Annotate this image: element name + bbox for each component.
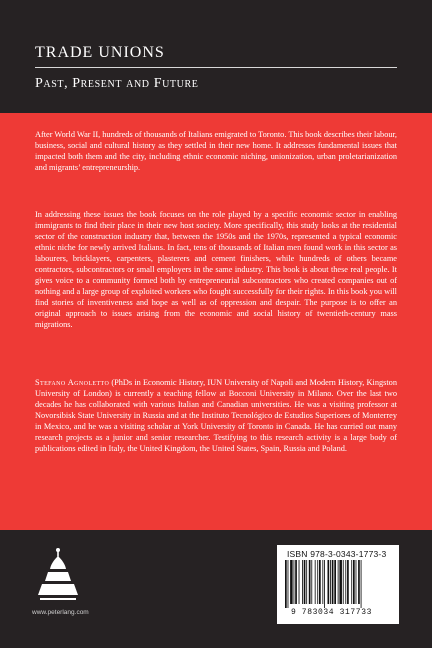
barcode-bar (361, 560, 362, 608)
series-title: TRADE UNIONS (35, 44, 165, 61)
barcode-bar (347, 560, 349, 604)
author-bio (35, 377, 397, 454)
barcode-bar (322, 560, 323, 604)
barcode-bar (332, 560, 334, 604)
isbn-label: ISBN 978-3-0343-1773-3 (287, 549, 387, 559)
author-bio-text: (PhDs in Economic History, IUN University of Napoli and Modern History, Kingston University of London) is currently a teaching fellow at Bocconi University in Milano. Over the last two decades he has collaborated with various Italian and Canadian universities. He was a visiting professor at Novorsibisk State University in Russia and at the Instituto Tecnológico de Estudios Superiores of Monterrey in Mexico, and he was a visiting scholar at York University of Toronto in Canada. He has carried out many research projects as a junior and senior researcher. Testifying to this research activity is a large body of publications edited in Italy, the United Kingdom, the United States, Spain, Russia and Poland. (35, 378, 397, 453)
barcode-bar (339, 560, 342, 604)
blurb-panel (0, 113, 432, 530)
barcode-bar (356, 560, 357, 604)
author-name: Stefano Agnoletto (35, 378, 110, 387)
barcode-bar (288, 560, 289, 608)
barcode-digits: 9 783034 317733 (291, 608, 373, 617)
barcode-bar (358, 560, 360, 604)
barcode-bar (299, 560, 300, 604)
barcode-bar (345, 560, 346, 604)
barcode-bar (353, 560, 355, 604)
barcode-bar (334, 560, 336, 604)
barcode-bar (330, 560, 331, 604)
barcode-icon (285, 560, 391, 608)
barcode-bar (295, 560, 297, 604)
publisher-website[interactable]: www.peterlang.com (32, 609, 89, 616)
isbn-barcode-block (277, 545, 399, 624)
barcode-bar (302, 560, 303, 604)
barcode-bar (306, 560, 307, 604)
barcode-bar (294, 560, 295, 604)
peter-lang-logo (36, 544, 80, 612)
series-header (0, 0, 432, 96)
barcode-bar (309, 560, 311, 604)
barcode-bar (290, 560, 293, 604)
barcode-bar (328, 560, 330, 604)
series-subtitle: Past, Present and Future (35, 76, 199, 91)
barcode-bar (317, 560, 318, 604)
barcode-bar (343, 560, 344, 604)
barcode-bar (304, 560, 306, 604)
title-divider (35, 67, 397, 68)
barcode-bar (351, 560, 352, 604)
blurb-paragraph-1: After World War II, hundreds of thousands of Italians emigrated to Toronto. This book describes their labour, business, social and cultural history as they settled in their new home. It addresses fundamental issues that impacted both them and the city, including ethnic economic niching, unionization, urban proletarianization and migrants’ entrepreneurship. (35, 130, 397, 172)
barcode-bar (311, 560, 312, 604)
barcode-bar (324, 560, 325, 608)
barcode-bar (338, 560, 339, 604)
barcode-bar (315, 560, 316, 604)
back-cover-footer (0, 530, 432, 648)
barcode-bar (319, 560, 321, 604)
blurb-paragraph-2: In addressing these issues the book focuses on the role played by a specific economic sector in enabling immigrants to find their place in their new host society. More specifically, this study looks at the residential sector of the construction industry that, between the 1950s and the 1970s, represented a typical economic ethnic niche for newly arrived Italians. In fact, tens of thousands of Italian men found work in this sector as labourers, bricklayers, carpenters, plasterers and cement finishers, while hundreds of others became contractors, subcontractors or small employers in the same industry. This book is about these real people. It gives voice to a community formed both by entrepreneurial subcontractors who created companies out of nothing and a large group of exploited workers who fought successfully for their rights. In this book you will find stories of inventiveness and hope as well as of oppression and despair. The purpose is to offer an original approach to issues arising from the economic and social history of twentieth-century mass migrations. (35, 210, 397, 329)
barcode-bar (285, 560, 287, 608)
